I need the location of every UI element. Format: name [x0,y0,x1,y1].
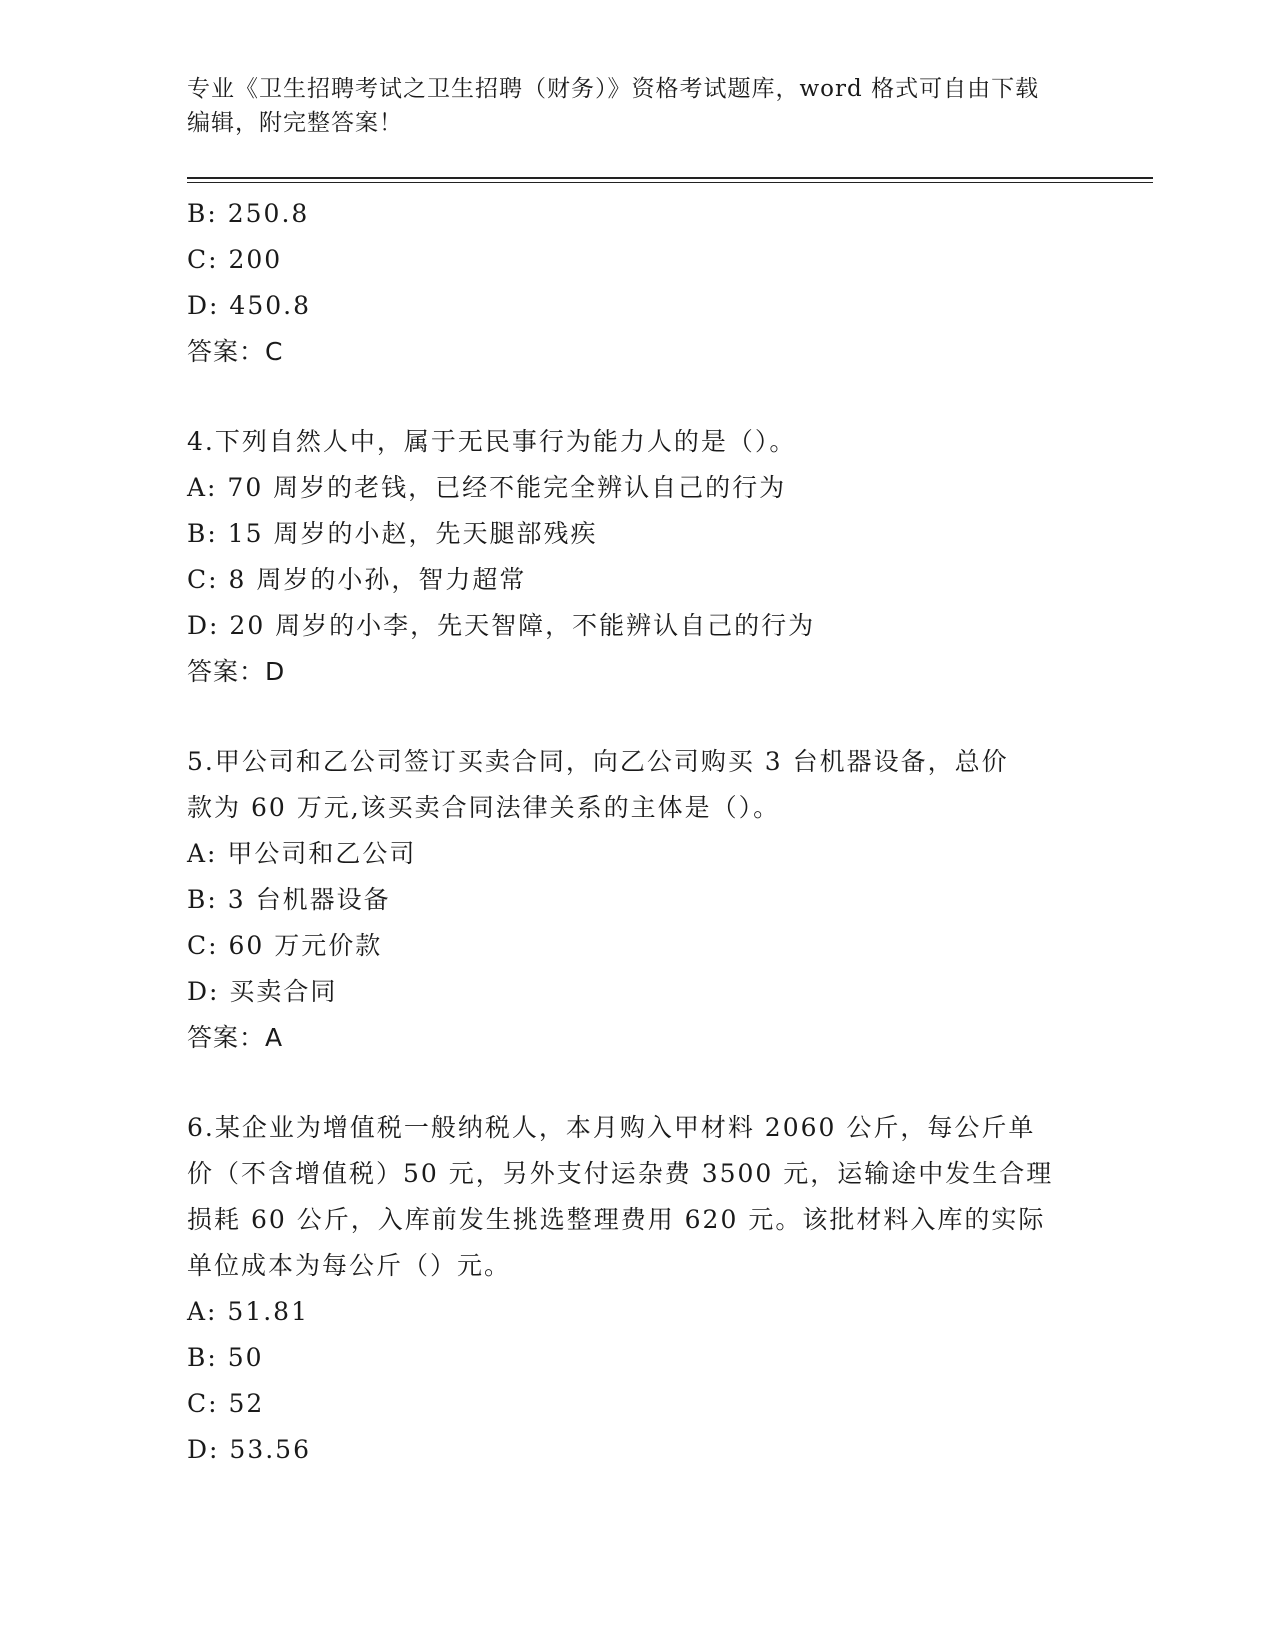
q3-answer: 答案：C [187,337,284,366]
question-5 [187,739,1087,1061]
q6-stem-line-2: 价（不含增值税）50 元，另外支付运杂费 3500 元，运输途中发生合理 [187,1159,1054,1188]
question-6 [187,1105,1087,1473]
q4-option-b: B: 15 周岁的小赵，先天腿部残疾 [187,519,598,548]
q4-option-c: C: 8 周岁的小孙，智力超常 [187,565,527,594]
q5-option-b: B: 3 台机器设备 [187,885,391,914]
document-header [187,72,1087,140]
q6-stem-line-4: 单位成本为每公斤（）元。 [187,1251,512,1280]
q4-option-d: D: 20 周岁的小李，先天智障，不能辨认自己的行为 [187,611,816,640]
q5-stem-line-1: 5.甲公司和乙公司签订买卖合同，向乙公司购买 3 台机器设备，总价 [187,747,1009,776]
q6-stem-line-3: 损耗 60 公斤，入库前发生挑选整理费用 620 元。该批材料入库的实际 [187,1205,1046,1234]
q4-answer: 答案：D [187,657,286,686]
question-4 [187,419,1087,695]
header-rule-thin [187,182,1153,183]
header-rule-thick [187,177,1153,179]
q6-option-b: B: 50 [187,1343,264,1372]
header-line-1: 专业《卫生招聘考试之卫生招聘（财务）》资格考试题库，word 格式可自由下载 [187,76,1040,102]
question-3-continued [187,191,1087,375]
q6-stem-line-1: 6.某企业为增值税一般纳税人，本月购入甲材料 2060 公斤，每公斤单 [187,1113,1036,1142]
q6-option-d: D: 53.56 [187,1435,311,1464]
q5-option-d: D: 买卖合同 [187,977,338,1006]
document-body [187,191,1087,1473]
q3-option-b: B: 250.8 [187,199,310,228]
q4-option-a: A: 70 周岁的老钱，已经不能完全辨认自己的行为 [187,473,787,502]
q5-stem-line-2: 款为 60 万元,该买卖合同法律关系的主体是（）。 [187,793,781,822]
q3-option-c: C: 200 [187,245,283,274]
q3-option-d: D: 450.8 [187,291,311,320]
q6-option-c: C: 52 [187,1389,265,1418]
q5-answer: 答案：A [187,1023,284,1052]
q4-stem: 4.下列自然人中，属于无民事行为能力人的是（）。 [187,427,797,456]
q6-option-a: A: 51.81 [187,1297,309,1326]
header-line-2: 编辑，附完整答案！ [187,110,403,136]
q5-option-c: C: 60 万元价款 [187,931,383,960]
q5-option-a: A: 甲公司和乙公司 [187,839,417,868]
